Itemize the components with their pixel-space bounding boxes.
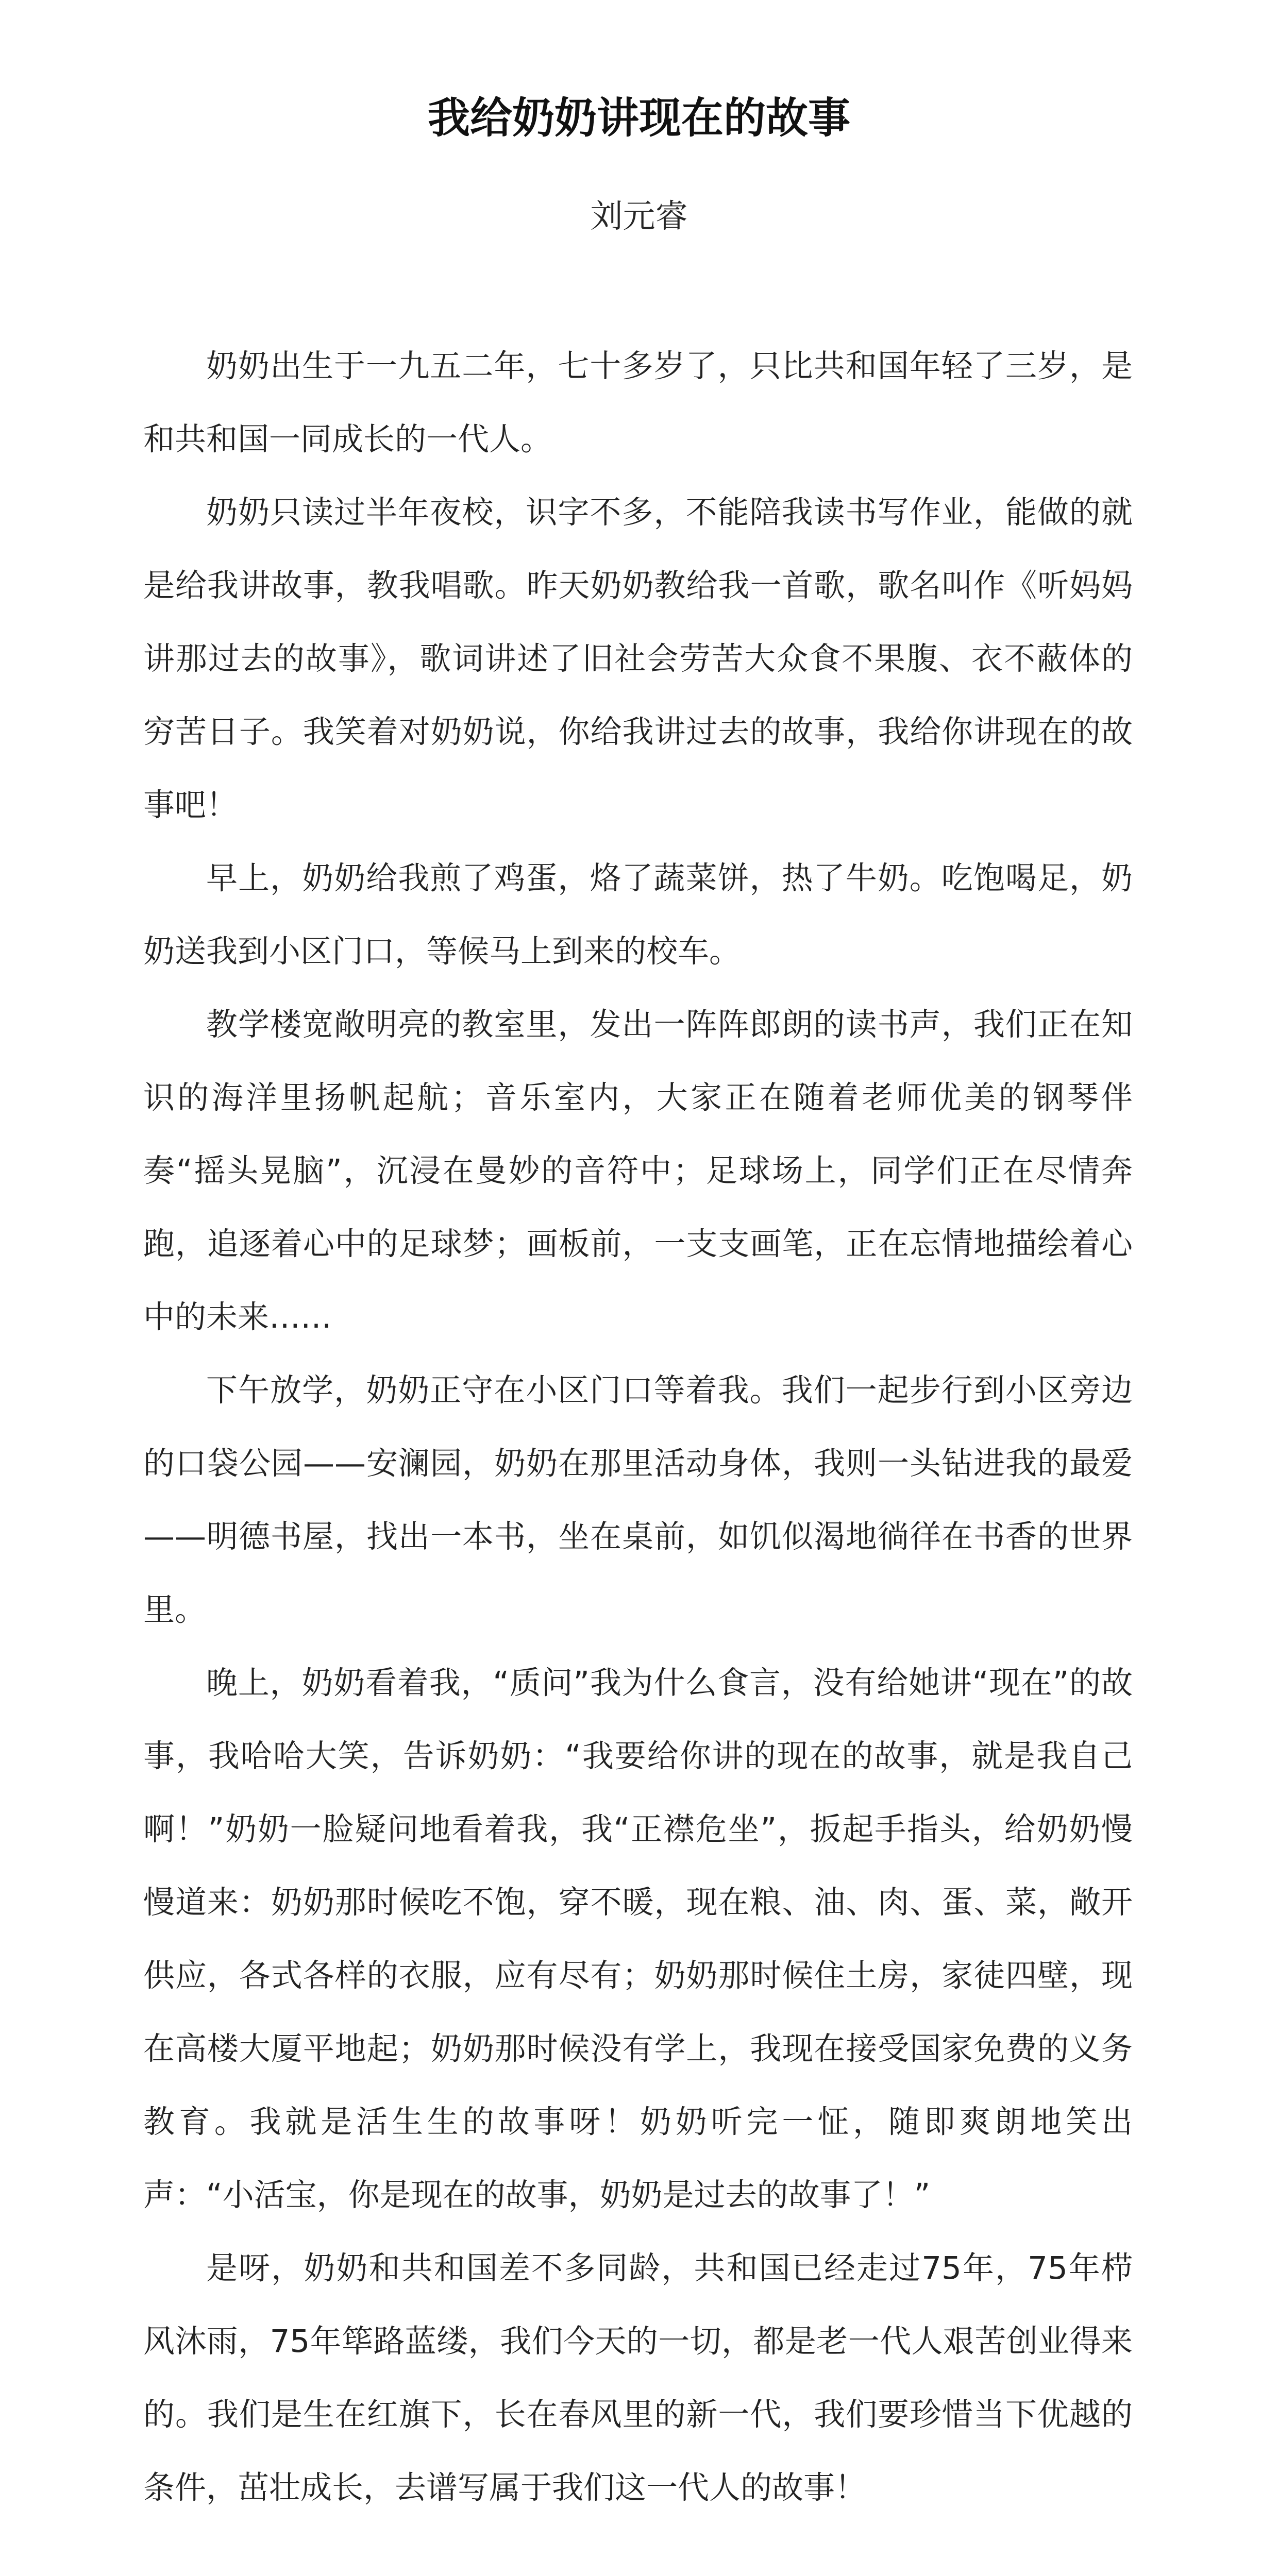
paragraph: 奶奶出生于一九五二年，七十多岁了，只比共和国年轻了三岁，是和共和国一同成长的一代人。 [143,348,1133,457]
paragraph: 是呀，奶奶和共和国差不多同龄，共和国已经走过75年，75年栉风沐雨，75年筚路蓝缕，我们今天的一切，都是老一代人艰苦创业得来的。我们是生在红旗下，长在春风里的新一代，我们要珍惜当下优越的条件，茁壮成长，去谱写属于我们这一代人的故事！ [143,2250,1133,2506]
paragraph: 教学楼宽敞明亮的教室里，发出一阵阵郎朗的读书声，我们正在知识的海洋里扬帆起航；音乐室内，大家正在随着老师优美的钢琴伴奏“摇头晃脑”，沉浸在曼妙的音符中；足球场上，同学们正在尽情奔跑，追逐着心中的足球梦；画板前，一支支画笔，正在忘情地描绘着心中的未来…… [143,1006,1133,1335]
article-body [143,330,1133,2524]
article-title: 我给奶奶讲现在的故事 [427,94,850,143]
paragraph: 晚上，奶奶看着我，“质问”我为什么食言，没有给她讲“现在”的故事，我哈哈大笑，告诉奶奶：“我要给你讲的现在的故事，就是我自己啊！”奶奶一脸疑问地看着我，我“正襟危坐”，扳起手指头，给奶奶慢慢道来：奶奶那时候吃不饱，穿不暖，现在粮、油、肉、蛋、菜，敞开供应，各式各样的衣服，应有尽有；奶奶那时候住土房，家徒四壁，现在高楼大厦平地起；奶奶那时候没有学上，我现在接受国家免费的义务教育。我就是活生生的故事呀！奶奶听完一怔，随即爽朗地笑出声：“小活宝，你是现在的故事，奶奶是过去的故事了！” [143,1665,1133,2213]
paragraph: 早上，奶奶给我煎了鸡蛋，烙了蔬菜饼，热了牛奶。吃饱喝足，奶奶送我到小区门口，等候马上到来的校车。 [143,860,1133,970]
paragraph: 下午放学，奶奶正守在小区门口等着我。我们一起步行到小区旁边的口袋公园——安澜园，奶奶在那里活动身体，我则一头钻进我的最爱——明德书屋，找出一本书，坐在桌前，如饥似渴地徜徉在书香的世界里。 [143,1372,1133,1628]
article-author: 刘元睿 [590,197,688,235]
paragraph: 奶奶只读过半年夜校，识字不多，不能陪我读书写作业，能做的就是给我讲故事，教我唱歌。昨天奶奶教给我一首歌，歌名叫作《听妈妈讲那过去的故事》，歌词讲述了旧社会劳苦大众食不果腹、衣不蔽体的穷苦日子。我笑着对奶奶说，你给我讲过去的故事，我给你讲现在的故事吧！ [143,494,1133,823]
